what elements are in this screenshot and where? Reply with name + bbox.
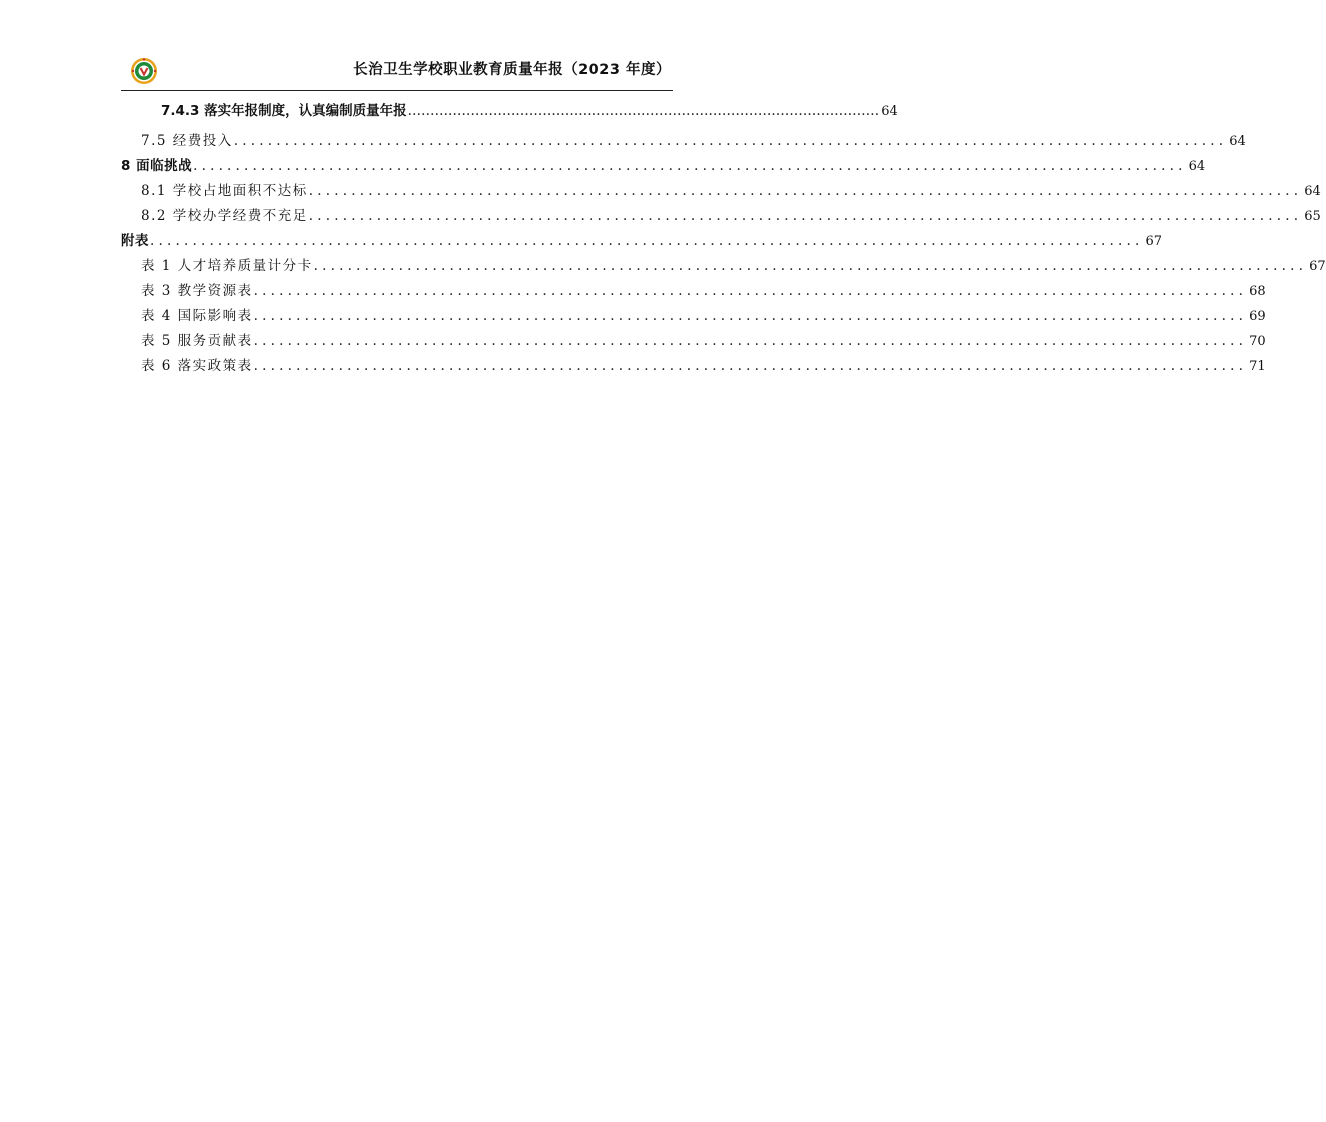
toc-entry-label: 表 1 人才培养质量计分卡 <box>141 258 313 274</box>
toc-entry-label: 7.4.3 落实年报制度，认真编制质量年报 <box>161 103 407 119</box>
toc-entry-8-2[interactable] <box>141 205 1321 227</box>
toc-entry-label: 7.5 经费投入 <box>141 133 233 149</box>
toc-entry-page: 64 <box>881 104 898 119</box>
toc-entry-page: 67 <box>1309 259 1326 274</box>
toc-entry-page: 64 <box>1304 184 1321 199</box>
toc-entry-page: 64 <box>1188 159 1206 174</box>
report-title: 长治卫生学校职业教育质量年报（2023 年度） <box>353 62 671 78</box>
toc-entry-table-6[interactable] <box>141 355 1266 377</box>
school-emblem-icon <box>130 57 158 85</box>
toc-entry-page: 68 <box>1249 284 1266 299</box>
toc-entry-page: 64 <box>1229 134 1246 149</box>
toc-entry-8-1[interactable] <box>141 180 1321 202</box>
toc-entry-table-3[interactable] <box>141 280 1266 302</box>
toc-entry-table-1[interactable] <box>141 255 1326 277</box>
toc-entry-label: 表 5 服务贡献表 <box>141 333 253 349</box>
toc-entry-table-4[interactable] <box>141 305 1266 327</box>
toc-entry-7-5[interactable] <box>141 130 1246 152</box>
toc-entry-page: 65 <box>1304 209 1321 224</box>
toc-leader: ..................................................................................................................... <box>233 133 1228 149</box>
toc-leader: ..................................................................................................................... <box>253 333 1248 349</box>
toc-entry-8[interactable] <box>121 155 1206 177</box>
toc-leader: ..................................................................................................................... <box>253 283 1248 299</box>
toc-entry-7-4-3[interactable] <box>161 100 898 122</box>
page-header <box>121 52 673 91</box>
toc-entry-label: 表 6 落实政策表 <box>141 358 253 374</box>
toc-leader: ..................................................................................................................... <box>308 208 1303 224</box>
toc-entry-label: 表 3 教学资源表 <box>141 283 253 299</box>
toc-entry-page: 71 <box>1249 359 1266 374</box>
toc-entry-appendix[interactable] <box>121 230 1163 252</box>
toc-entry-label: 8.2 学校办学经费不充足 <box>141 208 308 224</box>
toc-leader: ......................................................................................................... <box>407 103 880 119</box>
toc-entry-label: 8.1 学校占地面积不达标 <box>141 183 308 199</box>
toc-leader: ..................................................................................................................... <box>150 233 1144 249</box>
toc-leader: ..................................................................................................................... <box>308 183 1303 199</box>
toc-entry-page: 69 <box>1249 309 1266 324</box>
toc-entry-page: 67 <box>1145 234 1163 249</box>
toc-leader: ..................................................................................................................... <box>253 358 1248 374</box>
toc-entry-table-5[interactable] <box>141 330 1266 352</box>
toc-entry-label: 8 面临挑战 <box>121 158 193 174</box>
toc-leader: ..................................................................................................................... <box>313 258 1308 274</box>
toc-leader: ..................................................................................................................... <box>193 158 1187 174</box>
toc-entry-page: 70 <box>1249 334 1266 349</box>
toc-leader: ..................................................................................................................... <box>253 308 1248 324</box>
toc-entry-label: 附表 <box>121 233 149 249</box>
toc-entry-label: 表 4 国际影响表 <box>141 308 253 324</box>
